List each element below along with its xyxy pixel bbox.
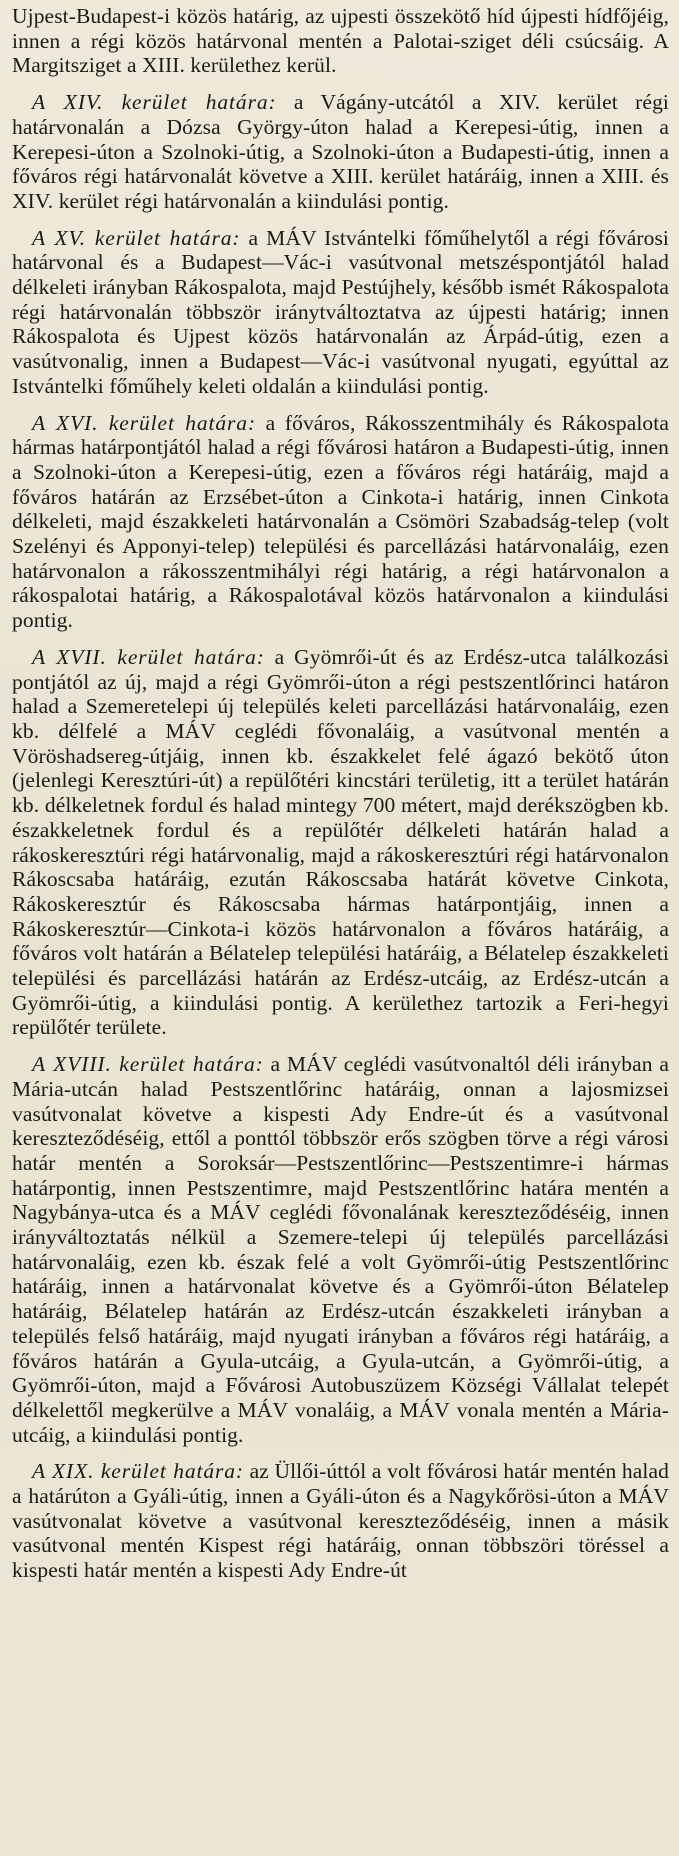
paragraph-district-xiv [12,90,669,214]
paragraph-text: Ujpest-Budapest-i közös határig, az ujpesti összekötő híd újpesti hídfőjéig, innen a régi közös határvonal mentén a Palotai-sziget déli csúcsáig. A Margitsziget a XIII. kerülethez kerül. [12,4,669,78]
paragraph-continuation [12,4,669,78]
paragraph-text: az Üllői-úttól a volt fővárosi határ mentén halad a határúton a Gyáli-útig, innen a Gyáli-úton és a Nagykőrösi-úton a MÁV vasútvonalat követve a vasútvonal kereszteződéséig, innen a másik vasútvonal mentén Kispest régi határáig, onnan többszöri töréssel a kispesti határ mentén a kispesti Ady Endre-út [12,1459,669,1583]
paragraph-text: a MÁV Istvántelki főműhelytől a régi fővárosi határvonal és a Budapest—Vác-i vasútvonal metszéspontjától halad délkeleti irányban Rákospalota, majd Pestújhely, később ismét Rákospalota régi határvonalán többször iránytváltoztatva az újpesti határig; innen Rákospalota és Ujpest közös határvonalán az Árpád-útig, ezen a vasútvonalig, innen a Budapest—Vác-i vasútvonal nyugati, egyúttal az Istvántelki főműhely keleti oldalán a kiindulási pontig. [12,225,669,398]
district-heading: A XIX. kerület határa: [32,1459,244,1484]
district-heading: A XV. kerület határa: [32,225,241,250]
district-heading: A XVI. kerület határa: [32,410,257,435]
district-heading: A XVII. kerület határa: [32,644,265,669]
paragraph-district-xviii [12,1052,669,1447]
paragraph-district-xix [12,1459,669,1583]
paragraph-district-xvi [12,411,669,633]
district-heading: A XVIII. kerület határa: [32,1052,264,1077]
paragraph-district-xv [12,226,669,399]
paragraph-text: a Vágány-utcától a XIV. kerület régi határvonalán a Dózsa György-úton halad a Kerepesi-útig, innen a Kerepesi-úton a Szolnoki-útig, a Szolnoki-úton a Budapesti-útig, innen a főváros régi határvonalát követve a XIII. kerület határáig, innen a XIII. és XIV. kerület régi határvonalán a kiindulási pontig. [12,90,669,213]
paragraph-text: a MÁV ceglédi vasútvonaltól déli irányban a Mária-utcán halad Pestszentlőrinc határáig, onnan a lajosmizsei vasútvonalat követve a kispesti Ady Endre-út és a vasútvonal kereszteződéséig, ettől a ponttól többször erős szögben törve a régi városi határ mentén a Soroksár—Pestszentlőrinc—Pestszentimre-i hármas határpontig, innen Pestszentimre, majd Pestszentlőrinc határa mentén a Nagybánya-utca és a MÁV ceglédi fővonalának kereszteződéséig, innen irányváltoztatás nélkül a Szemere-telepi új település parcellázási határvonaláig, ezen kb. észak felé a volt Gyömrői-útig Pestszentlőrinc határáig, innen a határvonalat követve és a Gyömrői-úton Bélatelep határáig, Bélatelep határán az Erdész-utcán északkeleti irányban a település felső határáig, majd nyugati irányban a főváros régi határáig, a főváros határán a Gyula-utcáig, a Gyula-utcán, a Gyömrői-útig, a Gyömrői-úton, majd a Fővárosi Autobuszüzem Községi Vállalat telepét délkelettől megkerülve a MÁV vonaláig, a MÁV vonala mentén a Mária-utcáig, a kiindulási pontig. [12,1052,669,1447]
paragraph-text: a Gyömrői-út és az Erdész-utca találkozási pontjától az új, majd a régi Gyömrői-úton a régi pestszentlőrinci határon halad a Szemeretelepi új település keleti parcellázási határvonaláig, ezen kb. délfelé a MÁV ceglédi fővonaláig, a vasútvonal mentén a Vöröshadsereg-útjáig, innen kb. északkelet felé ágazó bekötő úton (jelenlegi Keresztúri-út) a repülőtéri kincstári területig, itt a terület határán kb. délkeletnek fordul és halad mintegy 700 métert, majd derékszögben kb. északkeletnek fordul és a repülőtér délkeleti határán halad a rákoskeresztúri régi határvonalig, majd a rákoskeresztúri régi határvonalon Rákoscsaba határáig, ezután Rákoscsaba határát követve Cinkota, Rákoskeresztúr és Rákoscsaba hármas határpontjáig, innen a Rákoskeresztúr—Cinkota-i közös határvonalon a főváros határáig, a főváros volt határán a Bélatelep települési határáig, a Bélatelep északkeleti települési és parcellázási határán az Erdész-utcáig, az Erdész-utcán a Gyömrői-útig, a kiindulási pontig. A kerülethez tartozik a Feri-hegyi repülőtér területe. [12,644,669,1040]
paragraph-text: a főváros, Rákosszentmihály és Rákospalota hármas határpontjától halad a régi fővárosi határon a Budapesti-útig, innen a Szolnoki-úton a Kerepesi-útig, ezen a főváros régi határáig, majd a főváros határán az Erzsébet-úton a Cinkota-i határig, innen Cinkota délkeleti, majd északkeleti határvonalán a Csömöri Szabadság-telep (volt Szelényi és Apponyi-telep) települési és parcellázási határvonaláig, ezen határvonalon a rákosszentmihályi régi határig, a régi határvonalon a rákospalotai határig, a Rákospalotával közös határvonalon a kiindulási pontig. [12,410,669,633]
district-heading: A XIV. kerület határa: [32,90,277,115]
paragraph-district-xvii [12,645,669,1040]
